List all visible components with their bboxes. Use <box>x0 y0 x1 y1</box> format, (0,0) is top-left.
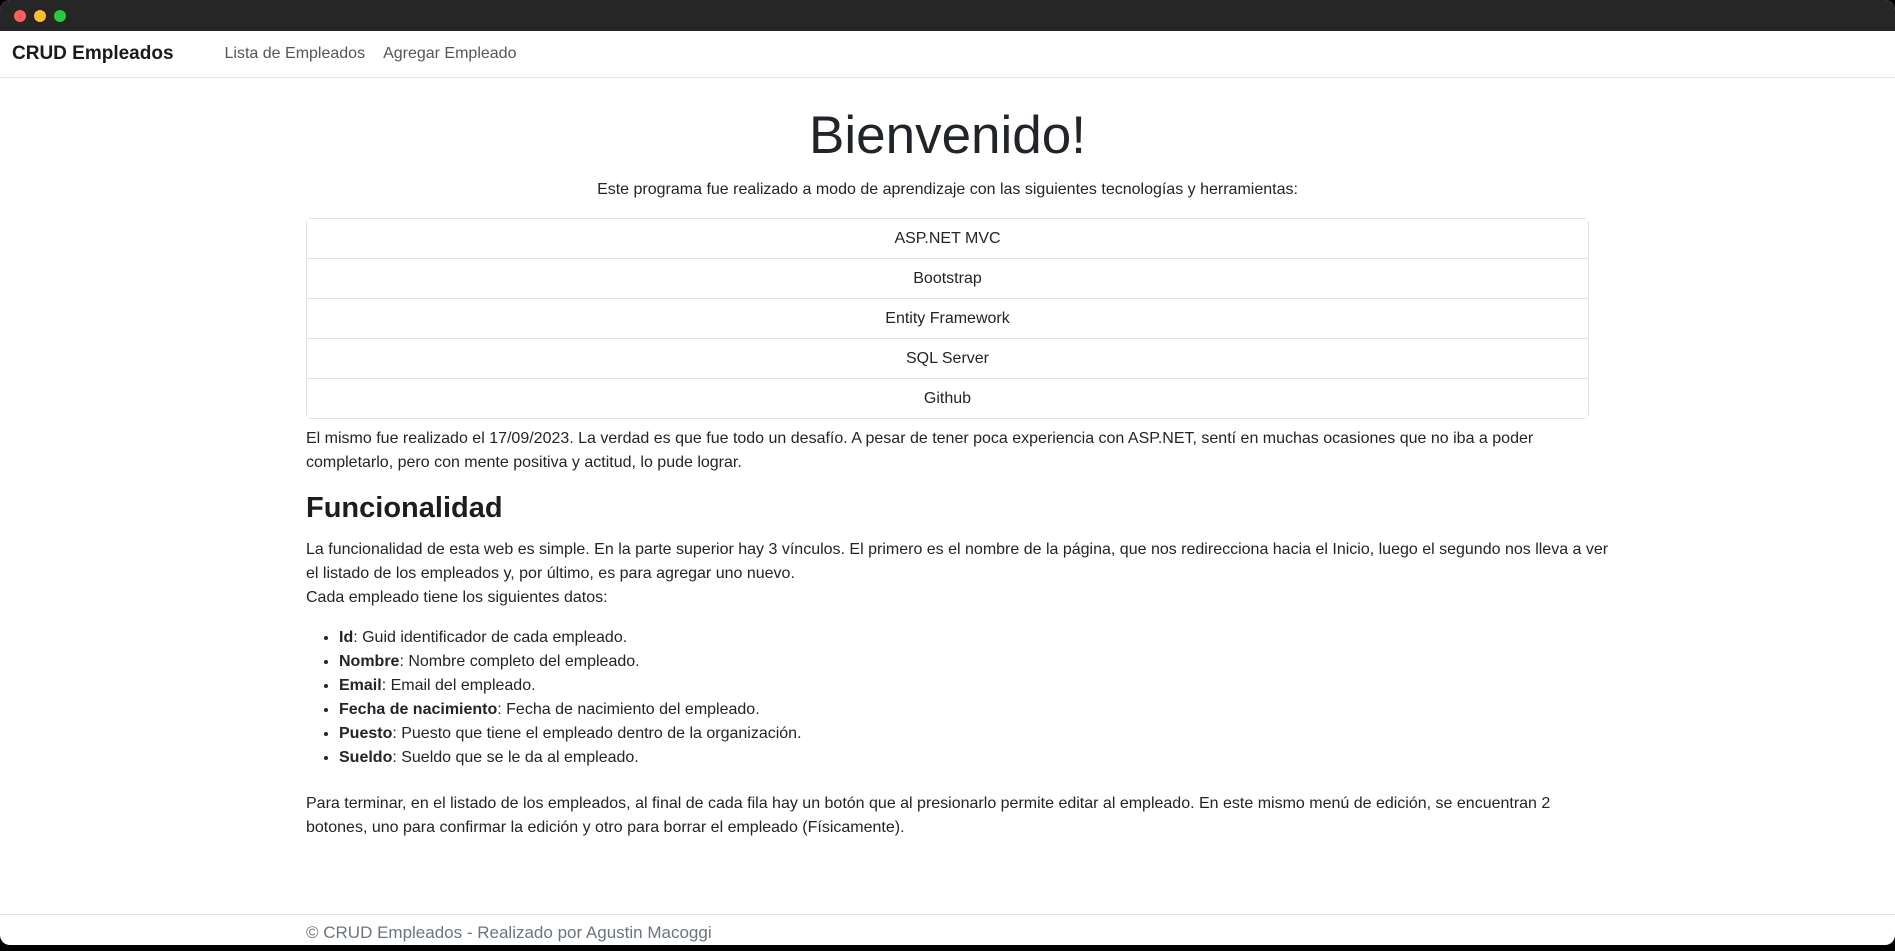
field-term: Email <box>339 677 382 694</box>
field-item-nombre <box>339 650 1589 674</box>
field-desc: : Email del empleado. <box>381 677 536 694</box>
functionality-paragraph <box>306 538 1609 610</box>
paragraph-line: botones, uno para confirmar la edición y otro para borrar el empleado (Físicamente). <box>306 819 905 836</box>
field-item-email <box>339 674 1589 698</box>
navbar <box>0 31 1895 78</box>
intro-paragraph <box>306 427 1589 475</box>
field-item-sueldo <box>339 746 1589 770</box>
paragraph-line: Cada empleado tiene los siguientes datos: <box>306 589 608 606</box>
paragraph-line: La funcionalidad de esta web es simple. En la parte superior hay 3 vínculos. El primero es el nombre de la página, que nos redirecciona hacia el Inicio, luego el segundo nos lleva a ver <box>306 541 1609 558</box>
field-item-puesto <box>339 722 1589 746</box>
closing-paragraph <box>306 792 1589 840</box>
field-term: Fecha de nacimiento <box>339 701 498 718</box>
tech-list-item: Github <box>307 378 1588 418</box>
field-term: Id <box>339 629 354 646</box>
close-window-button[interactable] <box>14 10 26 22</box>
field-item-id <box>339 626 1589 650</box>
field-term: Sueldo <box>339 749 393 766</box>
paragraph-line: el listado de los empleados y, por último, es para agregar uno nuevo. <box>306 565 795 582</box>
nav-link-agregar-empleado[interactable]: Agregar Empleado <box>383 45 517 62</box>
field-desc: : Puesto que tiene el empleado dentro de la organización. <box>392 725 802 742</box>
field-desc: : Guid identificador de cada empleado. <box>353 629 628 646</box>
nav-link-lista-de-empleados[interactable]: Lista de Empleados <box>224 45 366 62</box>
tech-list-item: ASP.NET MVC <box>307 219 1588 258</box>
functionality-heading: Funcionalidad <box>306 492 503 524</box>
paragraph-line: Para terminar, en el listado de los empleados, al final de cada fila hay un botón que al presionarlo permite editar al empleado. En este mismo menú de edición, se encuentran 2 <box>306 795 1551 812</box>
window-titlebar <box>0 0 1895 31</box>
paragraph-line: El mismo fue realizado el 17/09/2023. La verdad es que fue todo un desafío. A pesar de tener poca experiencia con ASP.NET, sentí en muchas ocasiones que no iba a poder <box>306 430 1534 447</box>
navbar-brand[interactable]: CRUD Empleados <box>12 43 174 64</box>
page-title: Bienvenido! <box>809 106 1086 165</box>
tech-list <box>306 218 1589 419</box>
tech-list-item: Entity Framework <box>307 298 1588 338</box>
tech-list-item: Bootstrap <box>307 258 1588 298</box>
maximize-window-button[interactable] <box>54 10 66 22</box>
field-desc: : Sueldo que se le da al empleado. <box>392 749 639 766</box>
field-term: Puesto <box>339 725 393 742</box>
field-desc: : Nombre completo del empleado. <box>399 653 640 670</box>
footer-copyright: © CRUD Empleados - Realizado por Agustin Macoggi <box>306 923 712 942</box>
field-item-fecha-de-nacimiento <box>339 698 1589 722</box>
page-footer <box>0 914 1895 945</box>
main-content <box>0 78 1895 893</box>
paragraph-line: completarlo, pero con mente positiva y actitud, lo pude lograr. <box>306 454 742 471</box>
tech-list-item: SQL Server <box>307 338 1588 378</box>
field-term: Nombre <box>339 653 400 670</box>
field-desc: : Fecha de nacimiento del empleado. <box>497 701 760 718</box>
minimize-window-button[interactable] <box>34 10 46 22</box>
employee-fields-list <box>306 626 1589 770</box>
page-subtitle: Este programa fue realizado a modo de aprendizaje con las siguientes tecnologías y herramientas: <box>597 181 1298 198</box>
